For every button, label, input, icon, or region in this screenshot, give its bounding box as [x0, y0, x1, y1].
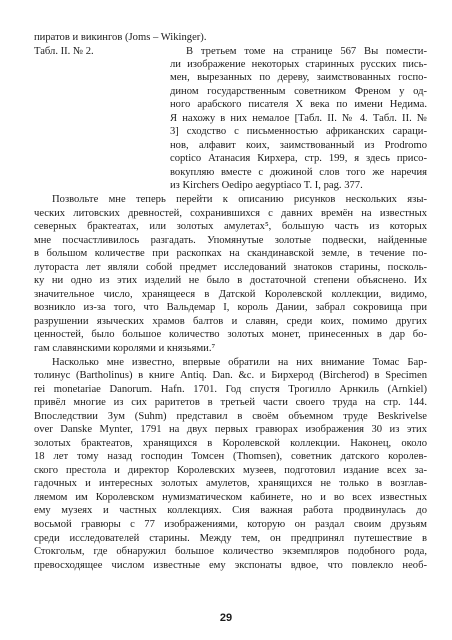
paragraph-line: толинус (Bartholinus) в книге Antiq. Dan. &c. и Бирхерод (Bircherod) в Specimen [34, 370, 427, 381]
paragraph-line: значительное число, хранящееся в Датской Королевской коллекции, видимо, [34, 289, 427, 300]
paragraph-line: гадочных и интересных золотых амулетов, хранящихся не только в возглав- [34, 478, 427, 489]
paragraph-line: Впоследствии Зум (Suhm) представил в своём объемном труде Beskrivelse [34, 411, 427, 422]
paragraph-line: over Danske Mynter, 1791 на двух первых гравюрах изображения 30 из этих [34, 424, 427, 435]
paragraph-line: мне посчастливилось разгадать. Упомянутые золотые подвески, найденные [34, 235, 427, 246]
paragraph-line: возникло из-за того, что Вальдемар I, король Дании, забрал сокровища при [34, 302, 427, 313]
paragraph-line: Насколько мне известно, впервые обратили на них внимание Томас Бар- [52, 357, 427, 368]
column-line: дином государственным советником Френом у од- [170, 86, 427, 97]
paragraph-line: в большом количестве при раскопках на скандинавской земле, в течение по- [34, 248, 427, 259]
column-line: вокупляю вместе с дюжиной слов того же наречия [170, 167, 427, 178]
paragraph-line: 18 лет тому назад господин Томсен (Thomsen), советник датского королев- [34, 451, 427, 462]
column-line: В третьем томе на странице 567 Вы помести- [186, 46, 427, 57]
paragraph-line: лутораста лет являли собой предмет исследований знатоков старины, посколь- [34, 262, 427, 273]
paragraph-line: северных брактеатах, или золотых амулетах⁵, большую часть из которых [34, 221, 427, 232]
paragraph-line: восьмой гравюры с 77 изображениями, которую он раздал своим друзьям [34, 519, 427, 530]
column-line: нов, алфавит коих, заимствованный из Prodromo [170, 140, 427, 151]
paragraph-line: ляемом им Королевском нумизматическом кабинете, но и во всех известных [34, 492, 427, 503]
paragraph-line: ему музеях и частных коллекциях. Сия важная работа продвинулась до [34, 505, 427, 516]
paragraph-line: среди исследователей старины. Между тем, он предпринял путешествие в [34, 533, 427, 544]
paragraph-line: привёл многие из сих раритетов в третьей части своего труда на стр. 144. [34, 397, 427, 408]
column-line: мен, вырезанных по дереву, заимствованных госпо- [170, 72, 427, 83]
paragraph-line: Позвольте мне теперь перейти к описанию рисунков нескольких язы- [52, 194, 427, 205]
table-reference-label: Табл. II. № 2. [34, 46, 94, 57]
column-line: ного арабского писателя X века по имени Недима. [170, 99, 427, 110]
page-number: 29 [219, 612, 233, 624]
paragraph-line: гам славянскими королями и князьями.⁷ [34, 343, 216, 354]
column-line: coptico Атанасия Кирхера, стр. 199, я здесь присо- [170, 153, 427, 164]
paragraph-line: Стокгольм, где обнаружил большое количество экземпляров подобного рода, [34, 546, 427, 557]
paragraph-line: ческих литовских древностей, сохранившихся с давних времён на известных [34, 208, 427, 219]
column-line: из Kirchers Oedipo aegyptiaco T. I, pag. 377. [170, 180, 363, 191]
paragraph-line: разрушении языческих храмов балтов и славян, среди коих, помимо других [34, 316, 427, 327]
column-line: ли изображение некоторых старинных русских пись- [170, 59, 427, 70]
paragraph-line: rei monetariae Danorum. Hafn. 1701. Год спустя Трогилло Арнкиль (Arnkiel) [34, 384, 427, 395]
paragraph-line: превосходящее числом известные ему экспонаты вдвое, что повлекло необ- [34, 560, 427, 571]
paragraph-line: ского престола и директор Королевских музеев, подготовил издание всех за- [34, 465, 427, 476]
paragraph-line: ку ни одно из этих изделий не было в достаточной степени объяснено. Их [34, 275, 427, 286]
paragraph-line: ценностей, было большое количество золотых монет, принесенных в дар бо- [34, 329, 427, 340]
column-line: 3] сходство с письменностью африканских сараци- [170, 126, 427, 137]
text-line-top: пиратов и викингов (Joms – Wikinger). [34, 32, 207, 43]
column-line: Я нахожу в них немалое [Табл. II. № 4. Табл. II. № [170, 113, 427, 124]
paragraph-line: золотых брактеатов, хранящихся в Королевской коллекции. Наконец, около [34, 438, 427, 449]
